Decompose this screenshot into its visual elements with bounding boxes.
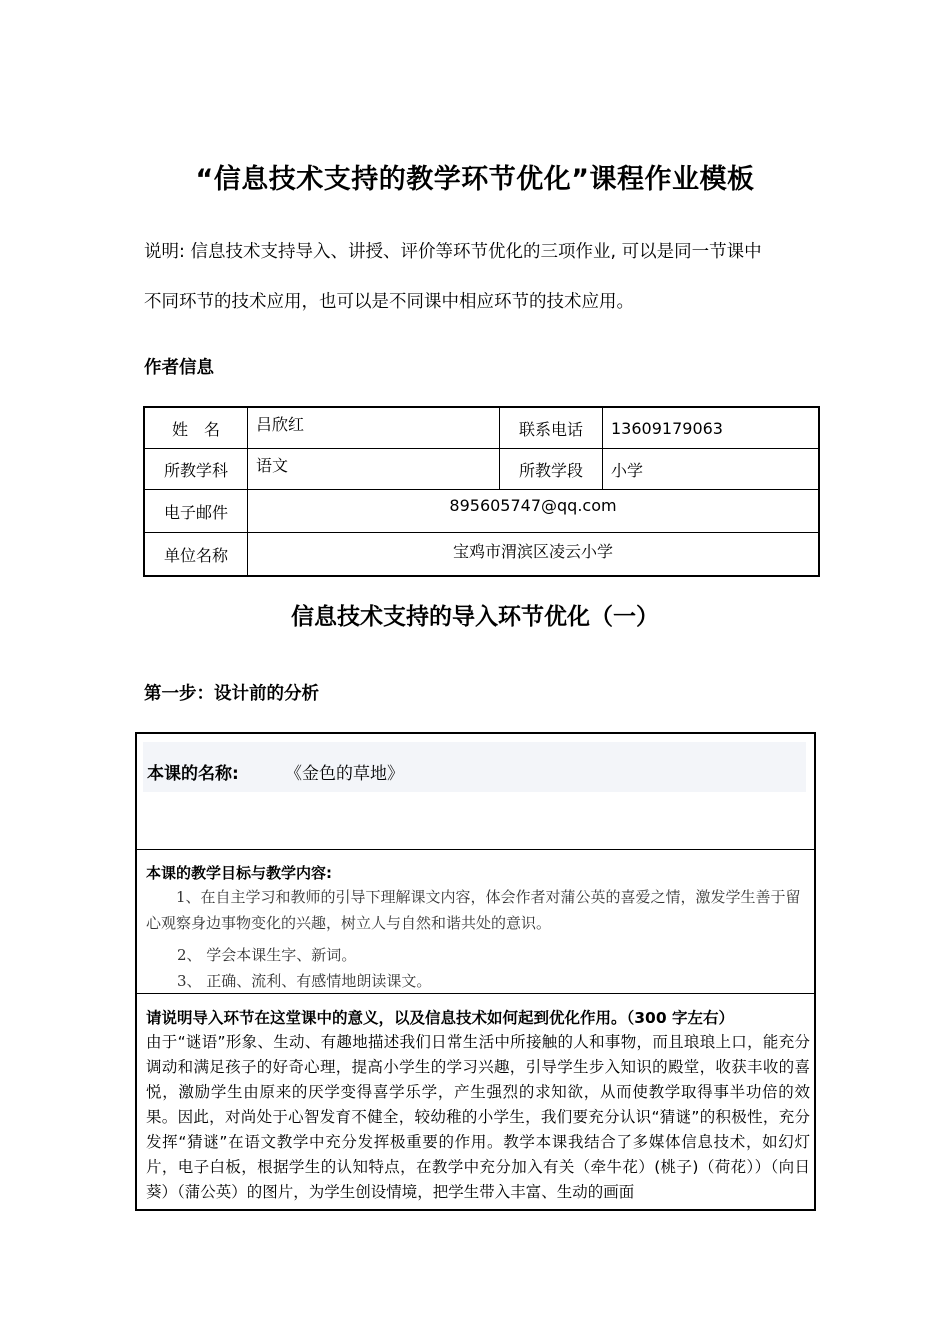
table-row: [144, 449, 819, 490]
subject-label: 所教学科: [144, 449, 248, 490]
goals-heading: 本课的教学目标与教学内容:: [146, 864, 332, 882]
question-row: [137, 994, 814, 1209]
goal-item-3: 3、 正确、流利、有感情地朗读课文。: [177, 972, 432, 990]
description-line-2: 不同环节的技术应用，也可以是不同课中相应环节的技术应用。: [144, 292, 634, 312]
subject-value: 语文: [248, 449, 500, 490]
goals-row: [137, 850, 814, 994]
section-title: 信息技术支持的导入环节优化（一）: [291, 604, 659, 630]
goal-item-2: 2、 学会本课生字、新词。: [177, 946, 357, 964]
email-value: 895605747@qq.com: [248, 490, 820, 533]
table-row: [144, 407, 819, 449]
name-label: 姓 名: [144, 407, 248, 449]
goal-item-1-text: 1、在自主学习和教师的引导下理解课文内容，体会作者对蒲公英的喜爱之情，激发学生善于留心观察身边事物变化的兴趣，树立人与自然和谐共处的意识。: [146, 888, 801, 932]
table-row: [144, 533, 819, 577]
author-info-table: [143, 406, 820, 577]
question-answer: 由于“谜语”形象、生动、有趣地描述我们日常生活中所接触的人和事物，而且琅琅上口，能充分调动和满足孩子的好奇心理，提高小学生的学习兴趣，引导学生步入知识的殿堂，收获丰收的喜悦，激励学生由原来的厌学变得喜学乐学，产生强烈的求知欲，从而使教学取得事半功倍的效果。因此，对尚处于心智发育不健全，较幼稚的小学生，我们要充分认识“猜谜”的积极性，充分发挥“猜谜”在语文教学中充分发挥极重要的作用。教学本课我结合了多媒体信息技术，如幻灯片，电子白板，根据学生的认知特点，在教学中充分加入有关（牵牛花）(桃子)（荷花））（向日葵）（蒲公英）的图片，为学生创设情境，把学生带入丰富、生动的画面: [146, 1033, 810, 1201]
question-heading: 请说明导入环节在这堂课中的意义，以及信息技术如何起到优化作用。（300 字左右）: [146, 1009, 735, 1027]
document-title: “信息技术支持的教学环节优化”课程作业模板: [195, 164, 755, 195]
step-title: 第一步：设计前的分析: [144, 684, 319, 704]
unit-value: 宝鸡市渭滨区凌云小学: [248, 533, 820, 577]
stage-label: 所教学段: [500, 449, 603, 490]
table-row: [144, 490, 819, 533]
stage-value: 小学: [603, 449, 820, 490]
email-label: 电子邮件: [144, 490, 248, 533]
author-info-heading: 作者信息: [144, 358, 214, 378]
lesson-name-label: 本课的名称:: [147, 764, 239, 784]
name-value: 吕欣红: [248, 407, 500, 449]
analysis-box: [135, 732, 816, 1211]
goal-item-1: [146, 884, 810, 936]
lesson-name-row: [137, 734, 814, 850]
lesson-name-value: 《金色的草地》: [285, 764, 404, 784]
unit-label: 单位名称: [144, 533, 248, 577]
phone-value: 13609179063: [603, 407, 820, 449]
description-line-1: 说明: 信息技术支持导入、讲授、评价等环节优化的三项作业, 可以是同一节课中: [144, 242, 762, 262]
lesson-name-shading: [143, 742, 806, 792]
phone-label: 联系电话: [500, 407, 603, 449]
